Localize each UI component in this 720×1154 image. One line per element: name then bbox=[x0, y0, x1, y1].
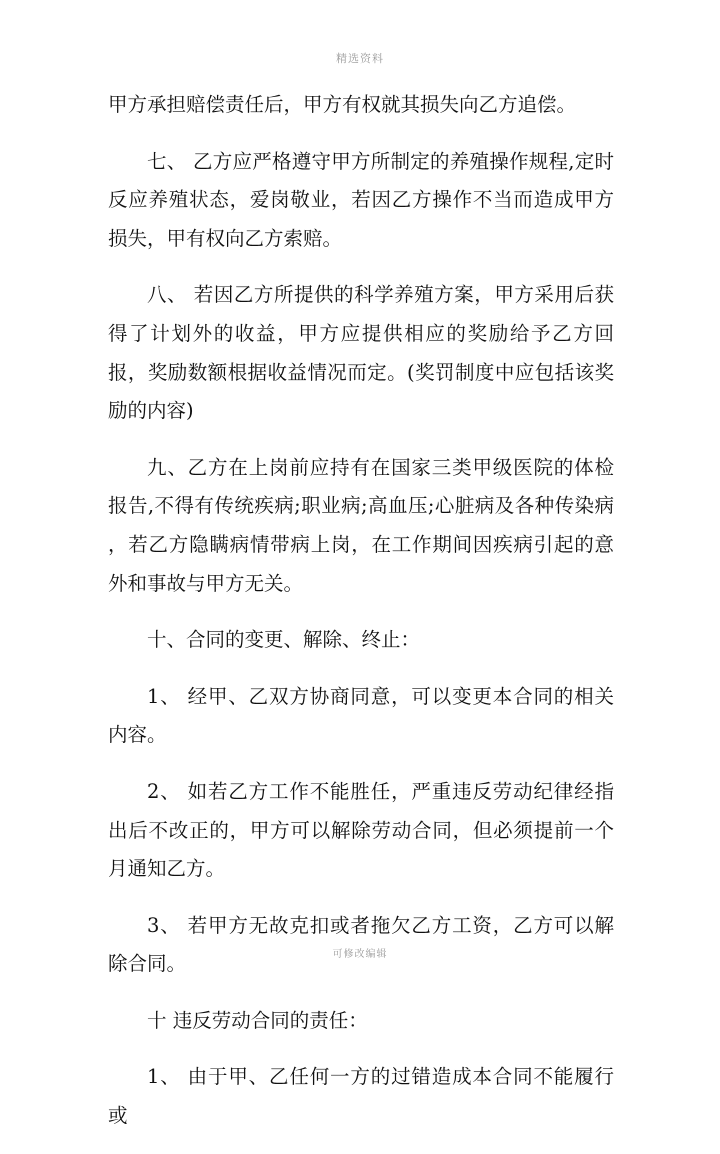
paragraph-clause-7: 七、 乙方应严格遵守甲方所制定的养殖操作规程,定时反应养殖状态，爱岗敬业，若因乙方操作不当而造成甲方损失，甲有权向乙方索赔。 bbox=[108, 149, 614, 250]
section-heading-breach-liability: 十 违反劳动合同的责任： bbox=[147, 1008, 368, 1032]
section-heading-contract-changes: 十、合同的变更、解除、终止： bbox=[147, 628, 421, 652]
paragraph-clause-9: 九、乙方在上岗前应持有在国家三类甲级医院的体检报告,不得有传统疾病;职业病;高血压;心脏病及各种传染病 ，若乙方隐瞒病情带病上岗，在工作期间因疾病引起的意外和事故与甲方无关。 bbox=[108, 455, 614, 595]
paragraph-continuation: 甲方承担赔偿责任后，甲方有权就其损失向乙方追偿。 bbox=[108, 93, 577, 116]
page-footer: 可修改编辑 bbox=[332, 949, 388, 960]
document-body bbox=[108, 86, 614, 1154]
paragraph-liability-item-1: 1、 由于甲、乙任何一方的过错造成本合同不能履行或 bbox=[108, 1065, 614, 1128]
paragraph-clause-8: 八、 若因乙方所提供的科学养殖方案，甲方采用后获得了计划外的收益，甲方应提供相应的奖励给予乙方回报，奖励数额根据收益情况而定。(奖罚制度中应包括该奖励的内容) bbox=[108, 283, 614, 423]
paragraph-item-3: 3、 若甲方无故克扣或者拖欠乙方工资，乙方可以解除合同。 bbox=[108, 913, 614, 976]
paragraph-item-2: 2、 如若乙方工作不能胜任，严重违反劳动纪律经指出后不改正的，甲方可以解除劳动合同，但必须提前一个月通知乙方。 bbox=[108, 779, 614, 881]
paragraph-item-1: 1、 经甲、乙双方协商同意，可以变更本合同的相关内容。 bbox=[108, 684, 614, 747]
page-header: 精选资料 bbox=[336, 52, 384, 65]
